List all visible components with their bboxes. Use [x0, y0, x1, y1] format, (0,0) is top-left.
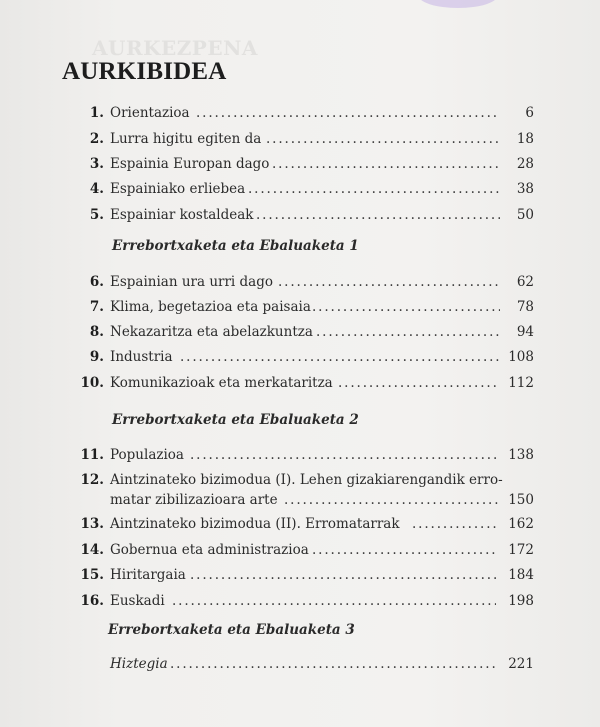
toc-entry[interactable] [0, 131, 600, 153]
entry-title: Espainian ura urri dago [110, 274, 273, 290]
section-heading: Errebortxaketa eta Ebaluaketa 2 [112, 412, 359, 428]
entry-title: Euskadi [110, 593, 165, 609]
dot-leader [256, 207, 500, 223]
toc-entry[interactable] [0, 156, 600, 178]
toc-entry[interactable] [0, 105, 600, 127]
dot-leader [170, 656, 496, 672]
entry-title: Industria [110, 349, 173, 365]
entry-title: Lurra higitu egiten da [110, 131, 262, 147]
entry-page: 78 [516, 299, 534, 315]
entry-number: 13. [80, 516, 104, 532]
entry-page: 28 [516, 156, 534, 172]
entry-number: 8. [89, 324, 104, 340]
entry-number: 5. [89, 207, 104, 223]
entry-title-line1: Aintzinateko bizimodua (I). Lehen gizakiarengandik erro- [110, 472, 503, 488]
toc-entry[interactable] [0, 516, 600, 538]
dot-leader [412, 516, 496, 532]
toc-entry[interactable] [0, 542, 600, 564]
dot-leader [312, 299, 500, 315]
dot-leader [248, 181, 500, 197]
dot-leader [312, 542, 496, 558]
entry-number: 4. [89, 181, 104, 197]
entry-page: 162 [508, 516, 534, 532]
entry-page: 50 [516, 207, 534, 223]
section-heading: Errebortxaketa eta Ebaluaketa 1 [112, 238, 359, 254]
entry-page: 184 [508, 567, 534, 583]
entry-page: 18 [516, 131, 534, 147]
entry-page: 138 [508, 447, 534, 463]
glossary-title: Hiztegia [110, 656, 168, 672]
entry-title: Gobernua eta administrazioa [110, 542, 309, 558]
dot-leader [266, 131, 500, 147]
toc-entry[interactable] [0, 447, 600, 469]
toc-entry[interactable] [0, 593, 600, 615]
entry-title: Aintzinateko bizimodua (II). Erromatarrak [110, 516, 400, 532]
entry-page: 150 [508, 492, 534, 508]
dot-leader [172, 593, 496, 609]
entry-title: Komunikazioak eta merkataritza [110, 375, 333, 391]
dot-leader [316, 324, 500, 340]
entry-number: 1. [89, 105, 104, 121]
toc-entry[interactable] [0, 207, 600, 229]
entry-number: 3. [89, 156, 104, 172]
toc-entry-continuation[interactable] [0, 492, 600, 514]
entry-title-line2: matar zibilizazioara arte [110, 492, 278, 508]
entry-number: 11. [80, 447, 104, 463]
entry-number: 10. [80, 375, 104, 391]
entry-page: 172 [508, 542, 534, 558]
entry-number: 7. [89, 299, 104, 315]
entry-page: 112 [508, 375, 534, 391]
entry-number: 14. [80, 542, 104, 558]
toc-entry[interactable] [0, 299, 600, 321]
entry-number: 9. [89, 349, 104, 365]
dot-leader [180, 349, 500, 365]
section-heading: Errebortxaketa eta Ebaluaketa 3 [108, 622, 355, 638]
dot-leader [284, 492, 500, 508]
dot-leader [190, 567, 496, 583]
entry-title: Espainia Europan dago [110, 156, 270, 172]
entry-title: Populazioa [110, 447, 184, 463]
entry-page: 198 [508, 593, 534, 609]
toc-entry[interactable] [0, 349, 600, 371]
toc-entry[interactable] [0, 274, 600, 296]
entry-page: 6 [525, 105, 534, 121]
entry-title: Espainiako erliebea [110, 181, 246, 197]
entry-number: 6. [89, 274, 104, 290]
toc-entry[interactable] [0, 324, 600, 346]
page-title: AURKIBIDEA [62, 58, 227, 85]
entry-title: Orientazioa [110, 105, 190, 121]
entry-title: Espainiar kostaldeak [110, 207, 254, 223]
toc-entry[interactable] [0, 375, 600, 397]
toc-entry[interactable] [0, 472, 600, 494]
entry-page: 108 [508, 349, 534, 365]
dot-leader [272, 156, 500, 172]
entry-title: Hiritargaia [110, 567, 186, 583]
toc-entry[interactable] [0, 567, 600, 589]
entry-number: 15. [80, 567, 104, 583]
entry-page: 94 [516, 324, 534, 340]
entry-number: 16. [80, 593, 104, 609]
entry-title: Nekazaritza eta abelazkuntza [110, 324, 313, 340]
entry-number: 12. [80, 472, 104, 488]
entry-title: Klima, begetazioa eta paisaia [110, 299, 311, 315]
dot-leader [338, 375, 500, 391]
entry-page: 62 [516, 274, 534, 290]
entry-page: 38 [516, 181, 534, 197]
dot-leader [190, 447, 500, 463]
toc-entry[interactable] [0, 181, 600, 203]
dot-leader [196, 105, 500, 121]
bleed-through-heading: AURKEZPENA [92, 36, 258, 60]
dot-leader [278, 274, 500, 290]
toc-entry-glossary[interactable] [0, 656, 600, 678]
entry-number: 2. [89, 131, 104, 147]
glossary-page: 221 [508, 656, 534, 672]
